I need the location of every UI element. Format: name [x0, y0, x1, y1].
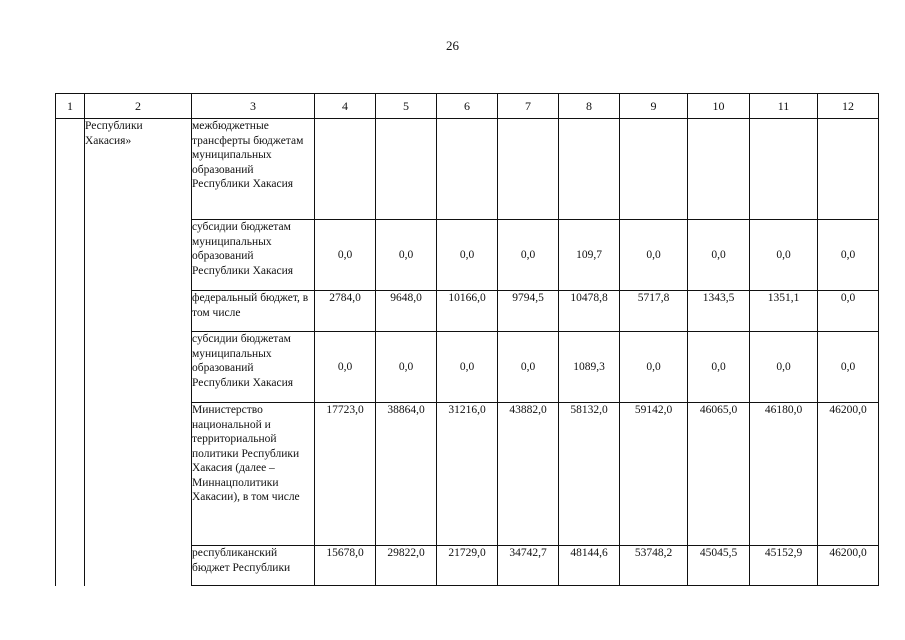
value-cell: 10478,8	[559, 291, 620, 332]
header-cell-11: 11	[750, 94, 818, 119]
header-cell-10: 10	[688, 94, 750, 119]
value-cell: 0,0	[315, 220, 376, 291]
header-cell-8: 8	[559, 94, 620, 119]
value-cell: 34742,7	[498, 546, 559, 586]
value-cell: 0,0	[498, 220, 559, 291]
value-cell: 59142,0	[620, 403, 688, 546]
value-cell: 21729,0	[437, 546, 498, 586]
row-label: федеральный бюджет, в том числе	[192, 291, 315, 332]
header-cell-12: 12	[818, 94, 879, 119]
value-cell: 0,0	[437, 332, 498, 403]
value-cell	[688, 119, 750, 220]
budget-table	[55, 93, 879, 586]
header-cell-1: 1	[56, 94, 85, 119]
header-cell-5: 5	[376, 94, 437, 119]
header-row	[56, 94, 879, 119]
value-cell: 0,0	[620, 220, 688, 291]
value-cell	[750, 119, 818, 220]
row-label: межбюджетные трансферты бюджетам муниципальных образований Республики Хакасия	[192, 119, 315, 220]
value-cell: 31216,0	[437, 403, 498, 546]
value-cell: 0,0	[750, 220, 818, 291]
row-number-cell	[56, 119, 85, 586]
header-cell-7: 7	[498, 94, 559, 119]
value-cell: 38864,0	[376, 403, 437, 546]
row-label: субсидии бюджетам муниципальных образований Республики Хакасия	[192, 332, 315, 403]
program-name-cell: Республики Хакасия»	[85, 119, 192, 586]
value-cell: 0,0	[376, 332, 437, 403]
value-cell: 0,0	[750, 332, 818, 403]
value-cell	[818, 119, 879, 220]
value-cell: 0,0	[818, 332, 879, 403]
value-cell: 17723,0	[315, 403, 376, 546]
value-cell	[437, 119, 498, 220]
value-cell: 1089,3	[559, 332, 620, 403]
value-cell: 0,0	[688, 332, 750, 403]
value-cell: 5717,8	[620, 291, 688, 332]
page-number: 26	[446, 38, 459, 53]
header-cell-2: 2	[85, 94, 192, 119]
header-cell-9: 9	[620, 94, 688, 119]
value-cell: 46180,0	[750, 403, 818, 546]
value-cell: 45152,9	[750, 546, 818, 586]
value-cell: 1351,1	[750, 291, 818, 332]
value-cell: 0,0	[688, 220, 750, 291]
value-cell: 46200,0	[818, 546, 879, 586]
value-cell: 58132,0	[559, 403, 620, 546]
value-cell: 53748,2	[620, 546, 688, 586]
value-cell: 0,0	[818, 291, 879, 332]
value-cell: 9794,5	[498, 291, 559, 332]
value-cell	[620, 119, 688, 220]
value-cell: 0,0	[376, 220, 437, 291]
row-label: субсидии бюджетам муниципальных образований Республики Хакасия	[192, 220, 315, 291]
value-cell: 9648,0	[376, 291, 437, 332]
value-cell: 15678,0	[315, 546, 376, 586]
value-cell: 43882,0	[498, 403, 559, 546]
header-cell-4: 4	[315, 94, 376, 119]
header-cell-3: 3	[192, 94, 315, 119]
value-cell: 46065,0	[688, 403, 750, 546]
value-cell: 109,7	[559, 220, 620, 291]
value-cell: 10166,0	[437, 291, 498, 332]
header-cell-6: 6	[437, 94, 498, 119]
value-cell: 48144,6	[559, 546, 620, 586]
value-cell	[559, 119, 620, 220]
value-cell: 0,0	[315, 332, 376, 403]
value-cell: 0,0	[620, 332, 688, 403]
row-label: республиканский бюджет Республики	[192, 546, 315, 586]
row-label: Министерство национальной и территориальной политики Республики Хакасия (далее – Миннацполитики Хакасии), в том числе	[192, 403, 315, 546]
value-cell: 29822,0	[376, 546, 437, 586]
value-cell	[498, 119, 559, 220]
value-cell: 0,0	[498, 332, 559, 403]
value-cell: 46200,0	[818, 403, 879, 546]
value-cell: 45045,5	[688, 546, 750, 586]
value-cell: 0,0	[437, 220, 498, 291]
value-cell: 2784,0	[315, 291, 376, 332]
value-cell: 1343,5	[688, 291, 750, 332]
value-cell: 0,0	[818, 220, 879, 291]
value-cell	[376, 119, 437, 220]
table-row	[56, 119, 879, 220]
value-cell	[315, 119, 376, 220]
